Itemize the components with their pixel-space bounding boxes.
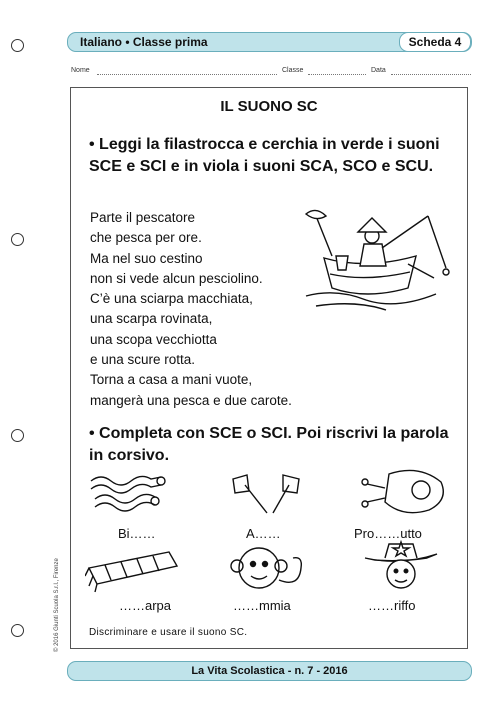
poem-line: mangerà una pesca e due carote. (90, 392, 292, 408)
ham-icon (359, 466, 449, 516)
date-label: Data (371, 67, 386, 74)
learning-objective: Discriminare e usare il suono SC. (89, 627, 248, 638)
exercise-word: A…… (246, 526, 281, 541)
sheet-label: Scheda 4 (399, 32, 471, 52)
worksheet-card (70, 87, 468, 649)
poem-line: Ma nel suo cestino (90, 250, 203, 266)
copyright-notice: © 2016 Giunti Scuola S.r.l., Firenze (54, 558, 60, 652)
binder-hole-top (11, 39, 24, 52)
exercise-word: ……mmia (233, 598, 291, 613)
scarf-icon (85, 546, 185, 596)
binder-hole-bottom (11, 624, 24, 637)
poem-line: non si vede alcun pesciolino. (90, 270, 263, 286)
sheriff-icon (361, 540, 441, 596)
monkey-icon (223, 544, 313, 594)
binder-hole-lower (11, 429, 24, 442)
name-label: Nome (71, 67, 90, 74)
poem-line: Parte il pescatore (90, 210, 196, 225)
axes-icon (227, 471, 307, 516)
instruction-read: • Leggi la filastrocca e cerchia in verde i suoni SCE e SCI e in viola i suoni SCA, SCO e SCU. (89, 136, 440, 175)
poem-line: e una scure rotta. (90, 352, 196, 368)
header-bar (67, 32, 472, 52)
page-title: IL SUONO SC (220, 98, 318, 115)
poem-line: che pesca per ore. (90, 230, 202, 246)
subject-label: Italiano • Classe prima (80, 35, 208, 49)
class-field[interactable] (308, 74, 366, 75)
binder-hole-upper (11, 233, 24, 246)
poem-line: una scopa vecchiotta (90, 331, 217, 347)
instruction-complete: • Completa con SCE o SCI. Poi riscrivi la parola in corsivo. (89, 425, 449, 464)
exercise-word: ……riffo (368, 598, 416, 613)
poem (90, 208, 292, 411)
exercise-word: ……arpa (119, 598, 172, 613)
footer-bar (67, 661, 472, 681)
fisherman-boat-icon (296, 208, 456, 318)
exercise-word: Pro……utto (354, 526, 422, 541)
poem-line: Torna a casa a mani vuote, (90, 372, 253, 388)
exercise-word: Bi…… (118, 526, 156, 541)
poem-line: una scarpa rovinata, (90, 311, 213, 327)
name-field[interactable] (97, 74, 277, 75)
footer-label: La Vita Scolastica - n. 7 - 2016 (191, 665, 348, 677)
class-label: Classe (282, 67, 304, 74)
snakes-icon (87, 471, 167, 516)
date-field[interactable] (391, 74, 471, 75)
poem-line: C’è una sciarpa macchiata, (90, 291, 253, 307)
